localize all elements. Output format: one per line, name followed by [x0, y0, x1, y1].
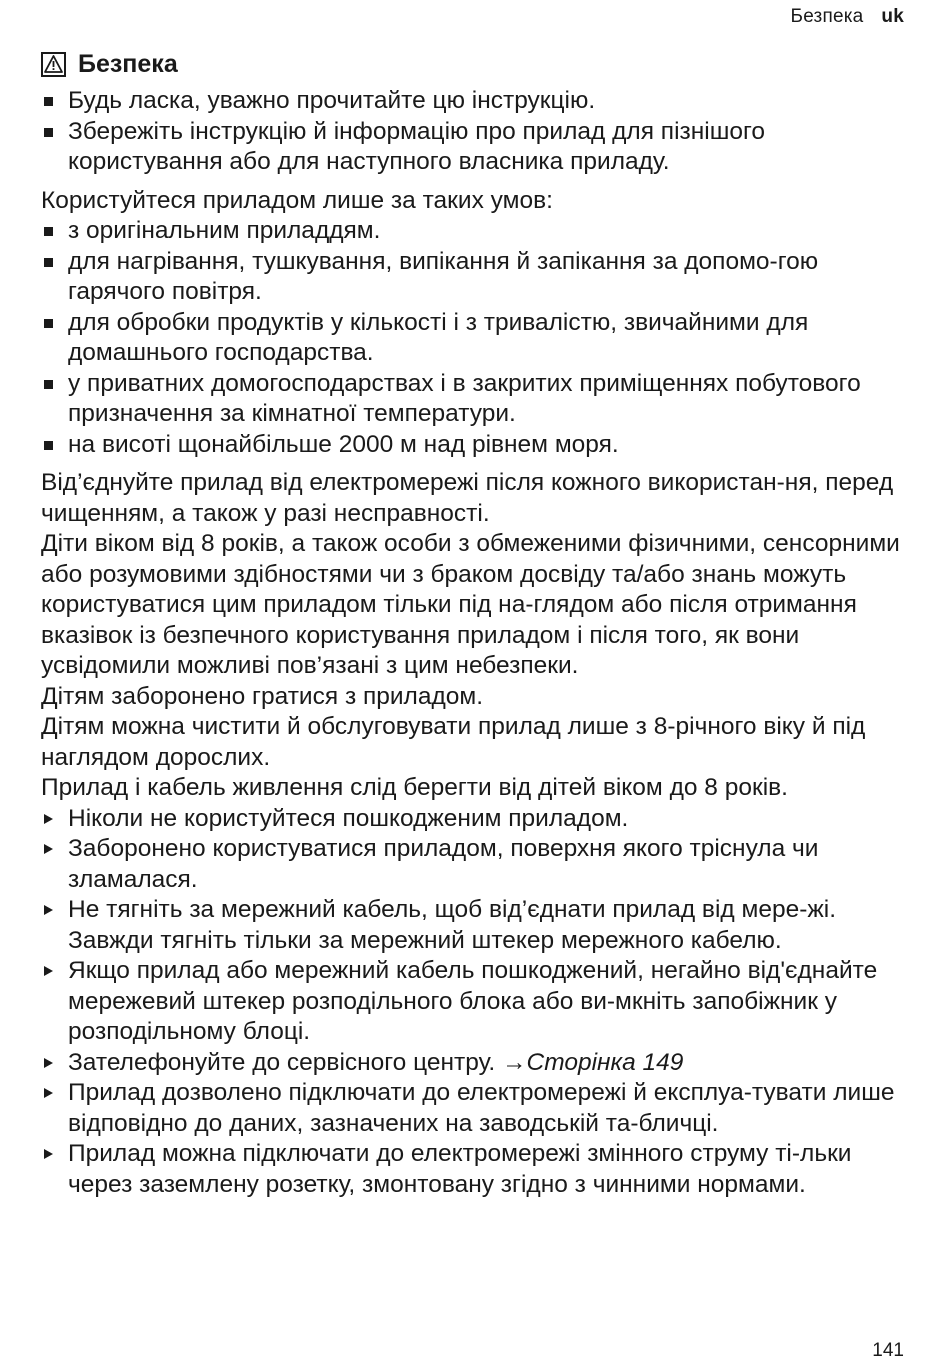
list-item-text: Зателефонуйте до сервісного центру. [68, 1048, 496, 1076]
section-title [41, 48, 911, 80]
language-code: uk [881, 6, 904, 27]
list-item: для нагрівання, тушкування, випікання й запікання за допомо-гою гарячого повітря. [41, 247, 911, 308]
page-number: 141 [872, 1340, 904, 1361]
paragraph: Дітям можна чистити й обслуговувати прилад лише з 8-річного віку й під наглядом дорослих. [41, 713, 866, 771]
list-item: з оригінальним приладдям. [41, 216, 911, 247]
list-item: Заборонено користуватися приладом, поверхня якого тріснула чи зламалася. [41, 834, 911, 895]
intro-bullet-list [41, 86, 911, 178]
conditions-lead: Користуйтеся приладом лише за таких умов: [41, 186, 553, 214]
list-item: на висоті щонайбільше 2000 м над рівнем моря. [41, 430, 911, 461]
instruction-list [41, 804, 911, 1201]
list-item: у приватних домогосподарствах і в закритих приміщеннях побутового призначення за кімнатної температури. [41, 369, 911, 430]
running-header [791, 6, 904, 28]
warning-triangle-icon [41, 52, 66, 77]
list-item: Якщо прилад або мережний кабель пошкоджений, негайно від'єднайте мережевий штекер розподільного блока або ви-мкніть запобіжник у розподільному блоці. [41, 956, 911, 1048]
page-reference-link[interactable]: →Сторінка 149 [502, 1048, 684, 1076]
list-item [41, 1048, 911, 1079]
paragraph: Від’єднуйте прилад від електромережі після кожного використан-ня, перед чищенням, а також у разі несправності. [41, 469, 894, 527]
list-item: Прилад дозволено підключати до електромережі й експлуа-тувати лише відповідно до даних, зазначених на заводській та-бличці. [41, 1078, 911, 1139]
list-item: Прилад можна підключати до електромережі змінного струму ті-льки через заземлену розетку, змонтовану згідно з чинними нормами. [41, 1139, 911, 1200]
list-item: Будь ласка, уважно прочитайте цю інструкцію. [41, 86, 911, 117]
list-item: Ніколи не користуйтеся пошкодженим приладом. [41, 804, 911, 835]
paragraph: Діти віком від 8 років, а також особи з обмеженими фізичними, сенсорними або розумовими здібностями чи з браком досвіду та/або знань можуть користуватися цим приладом тільки під на-глядом або після отримання вказівок із безпечного користування приладом і після того, як вони усвідомили можливі пов’язані з цим небезпеки. [41, 530, 900, 679]
list-item: Збережіть інструкцію й інформацію про прилад для пізнішого користування або для наступного власника приладу. [41, 117, 911, 178]
paragraph: Прилад і кабель живлення слід берегти від дітей віком до 8 років. [41, 774, 788, 801]
paragraph: Дітям заборонено гратися з приладом. [41, 682, 484, 710]
conditions-list [41, 216, 911, 460]
running-header-section: Безпека [790, 6, 864, 27]
list-item: для обробки продуктів у кількості і з тривалістю, звичайними для домашнього господарства. [41, 308, 911, 369]
page-content [41, 48, 911, 1200]
section-title-text: Безпека [78, 49, 178, 78]
list-item: Не тягніть за мережний кабель, щоб від’єднати прилад від мере-жі. Завжди тягніть тільки за мережний штекер мережного кабелю. [41, 895, 911, 956]
